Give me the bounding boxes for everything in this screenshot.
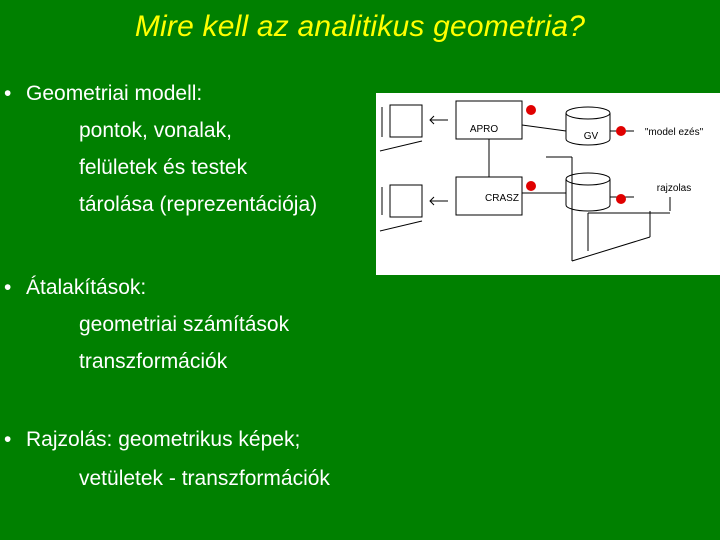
- system-diagram: [376, 93, 720, 275]
- apro-label: APRO: [469, 124, 499, 135]
- marker-icon: [616, 126, 626, 136]
- bullet-text: Átalakítások:: [26, 276, 147, 299]
- marker-icon: [616, 194, 626, 204]
- sub-line: geometriai számítások: [79, 313, 290, 336]
- bullet-dot-icon: •: [4, 428, 12, 451]
- bullet-rajzolas: [0, 428, 300, 452]
- modelezes-label: "model ezés": [644, 127, 704, 138]
- screen-box-bottom: [390, 185, 422, 217]
- bullet-dot-icon: •: [4, 82, 12, 105]
- bullet-atalakitasok: [0, 276, 146, 300]
- marker-icon: [526, 181, 536, 191]
- sub-line: tárolása (reprezentációja): [79, 193, 318, 216]
- sub-line: transzformációk: [79, 350, 228, 373]
- marker-icon: [526, 105, 536, 115]
- bullet-geometriai-modell: [0, 82, 202, 106]
- bullet-text: Geometriai modell:: [26, 82, 203, 105]
- slide-title: Mire kell az analitikus geometria?: [134, 10, 586, 43]
- bullet-dot-icon: •: [4, 276, 12, 299]
- rasz-label: CRASZ: [485, 193, 519, 204]
- sub-line: pontok, vonalak,: [79, 119, 232, 142]
- screen-box-top: [390, 105, 422, 137]
- diagram-svg: [376, 93, 720, 275]
- screen-base-bottom: [380, 221, 422, 231]
- gv-label: GV: [583, 131, 599, 142]
- sub-line: felületek és testek: [79, 156, 248, 179]
- screen-base-top: [380, 141, 422, 151]
- sub-line: vetületek - transzformációk: [79, 467, 330, 490]
- bullet-text: Rajzolás: geometrikus képek;: [26, 428, 301, 451]
- rajzolas-label: rajzolas: [656, 183, 692, 194]
